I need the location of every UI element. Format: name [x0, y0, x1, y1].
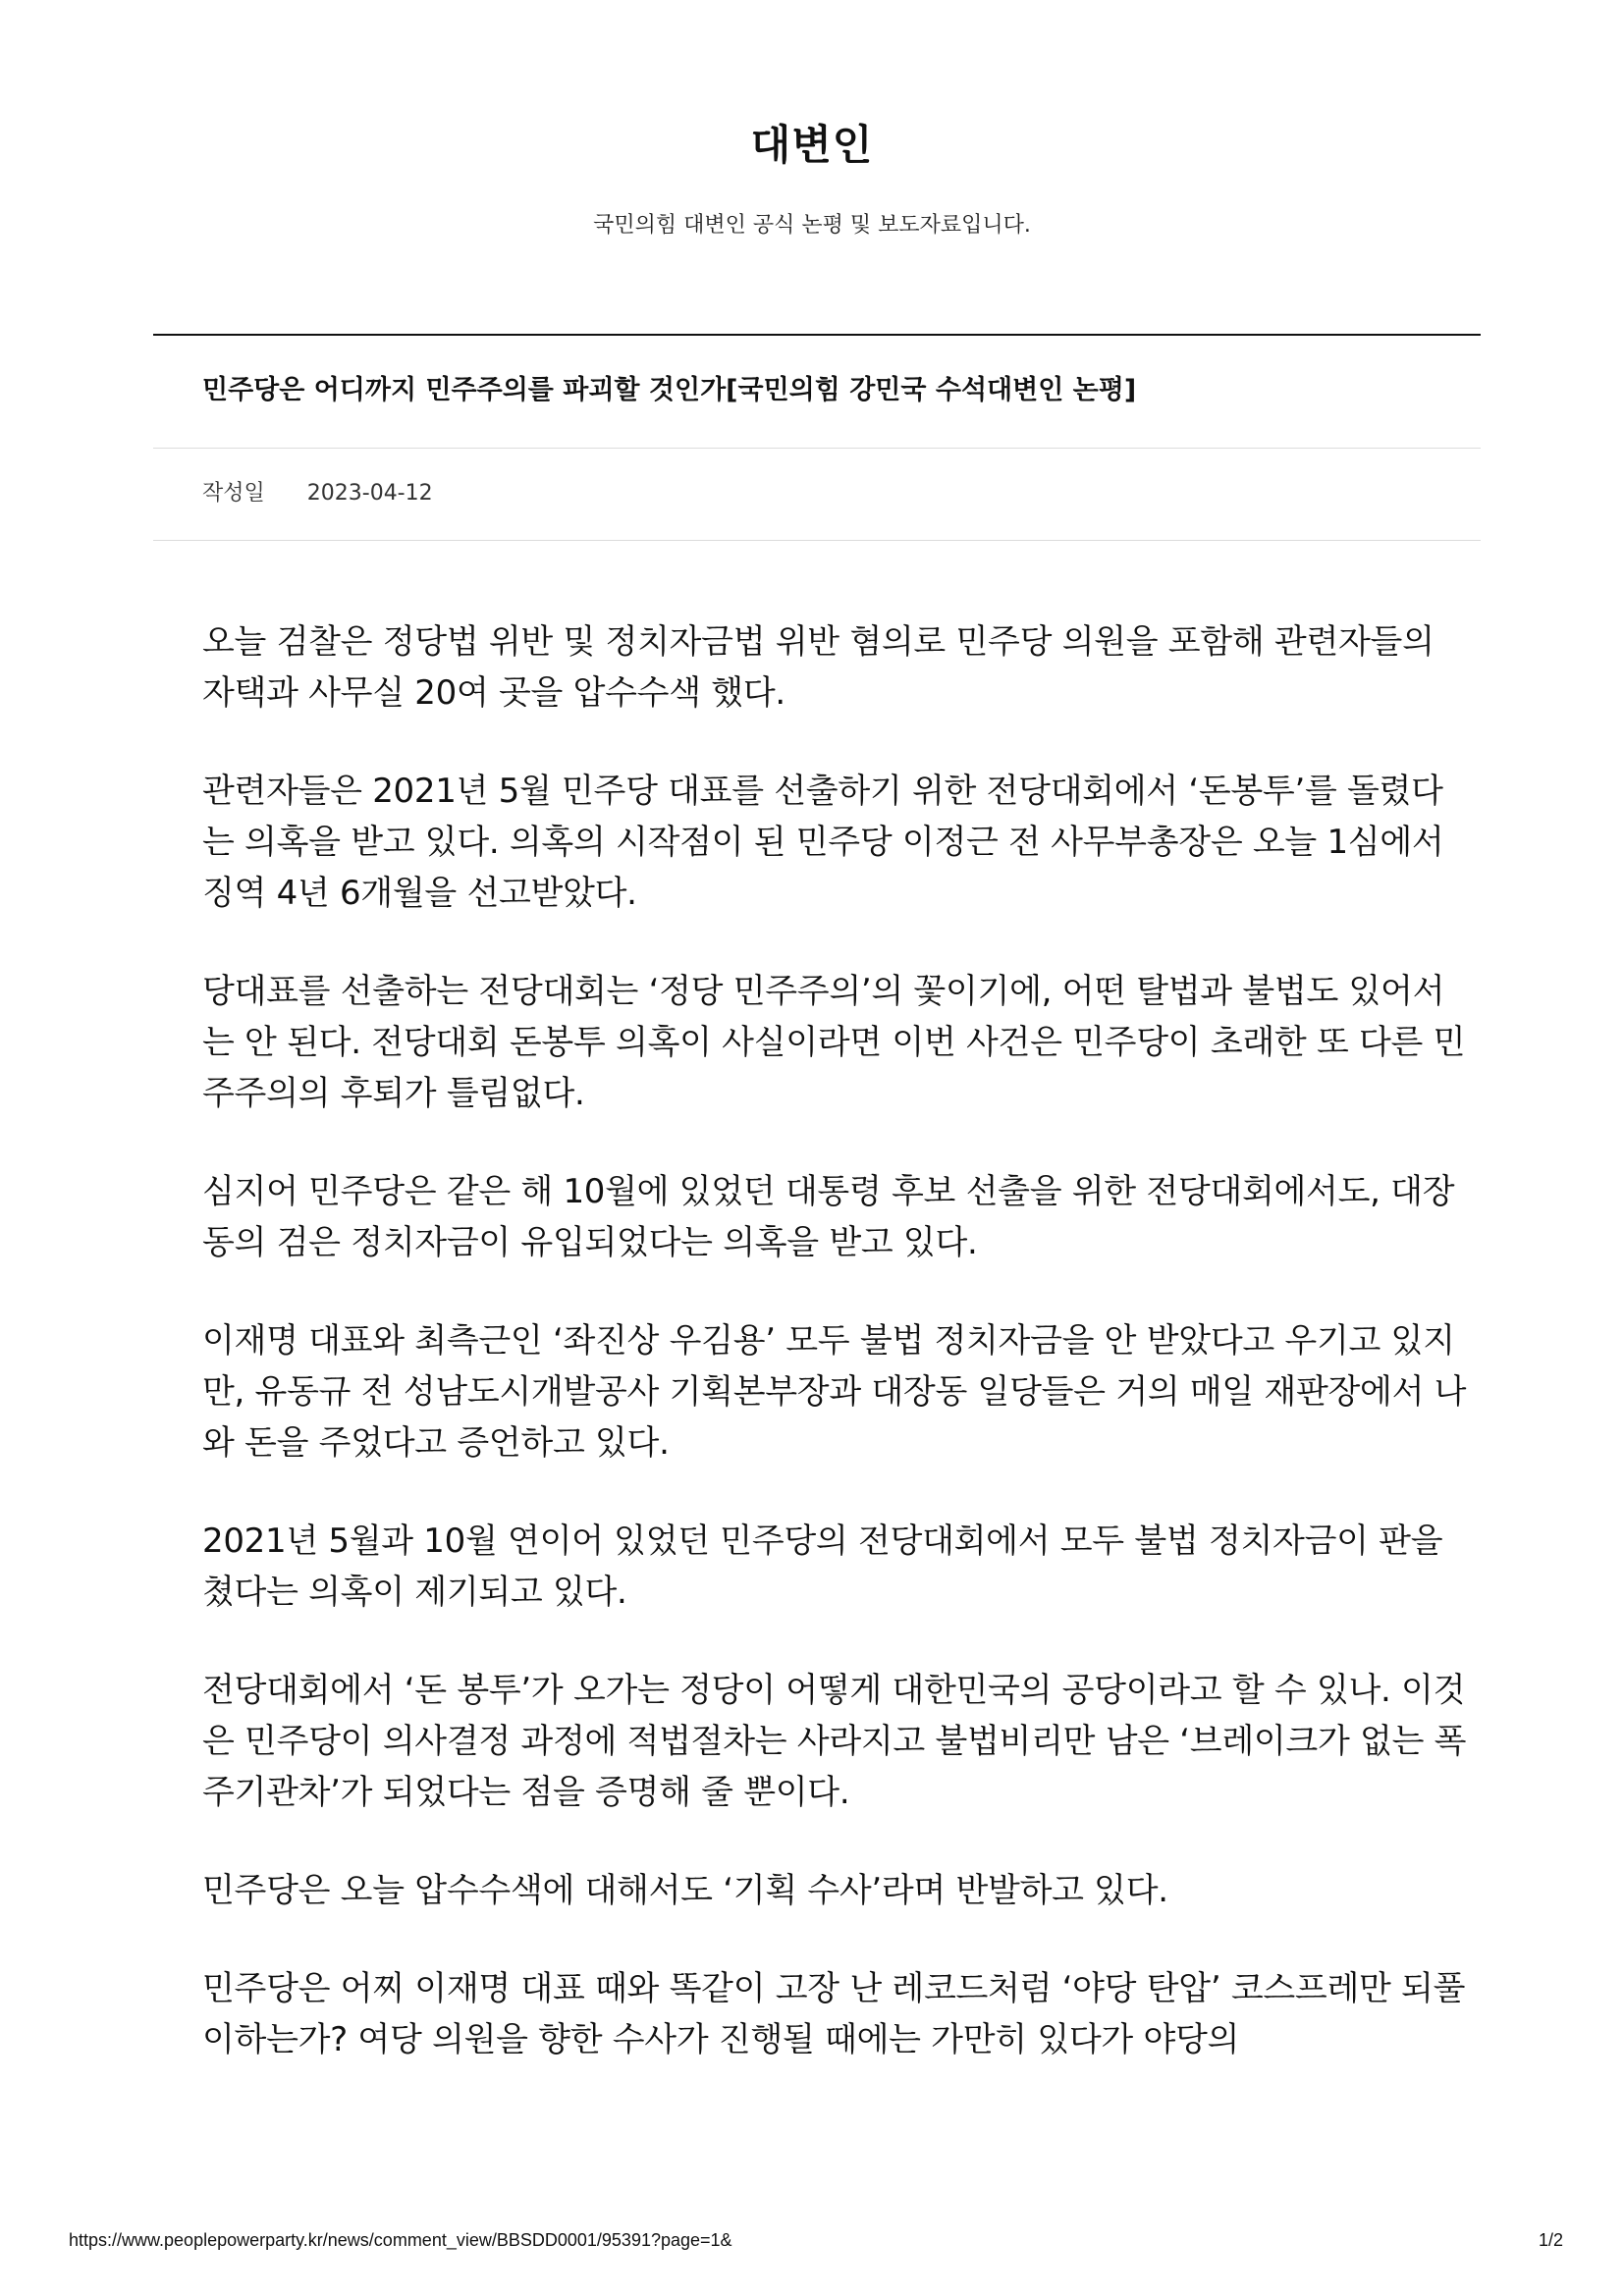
body-paragraph: 심지어 민주당은 같은 해 10월에 있었던 대통령 후보 선출을 위한 전당대회에서도, 대장동의 검은 정치자금이 유입되었다는 의혹을 받고 있다.	[202, 1172, 1455, 1262]
body-paragraph: 오늘 검찰은 정당법 위반 및 정치자금법 위반 혐의로 민주당 의원을 포함해 관련자들의 자택과 사무실 20여 곳을 압수수색 했다.	[202, 622, 1435, 713]
body-paragraph: 전당대회에서 ‘돈 봉투’가 오가는 정당이 어떻게 대한민국의 공당이라고 할 수 있나. 이것은 민주당이 의사결정 과정에 적법절차는 사라지고 불법비리만 남은 ‘브레이크가 없는 폭주기관차’가 되었다는 점을 증명해 줄 뿐이다.	[202, 1671, 1467, 1812]
article-body	[202, 616, 1469, 2112]
body-paragraph: 민주당은 어찌 이재명 대표 때와 똑같이 고장 난 레코드처럼 ‘야당 탄압’ 코스프레만 되풀이하는가? 여당 의원을 향한 수사가 진행될 때에는 가만히 있다가 야당의	[202, 1969, 1466, 2059]
body-paragraph: 관련자들은 2021년 5월 민주당 대표를 선출하기 위한 전당대회에서 ‘돈봉투’를 돌렸다는 의혹을 받고 있다. 의혹의 시작점이 된 민주당 이정근 전 사무부총장은 오늘 1심에서 징역 4년 6개월을 선고받았다.	[202, 772, 1444, 913]
footer-url: https://www.peoplepowerparty.kr/news/comment_view/BBSDD0001/95391?page=1&	[69, 2230, 732, 2250]
site-subtitle: 국민의힘 대변인 공식 논평 및 보도자료입니다.	[593, 213, 1031, 238]
page-number: 1/2	[1538, 2230, 1563, 2250]
meta-divider	[153, 540, 1481, 541]
body-paragraph: 이재명 대표와 최측근인 ‘좌진상 우김용’ 모두 불법 정치자금을 안 받았다고 우기고 있지만, 유동규 전 성남도시개발공사 기획본부장과 대장동 일당들은 거의 매일 재판장에서 나와 돈을 주었다고 증언하고 있다.	[202, 1321, 1467, 1463]
title-divider	[153, 448, 1481, 449]
header-divider	[153, 334, 1481, 336]
date-label: 작성일	[202, 481, 265, 506]
article-title: 민주당은 어디까지 민주주의를 파괴할 것인가[국민의힘 강민국 수석대변인 논평]	[202, 375, 1137, 405]
body-paragraph: 2021년 5월과 10월 연이어 있었던 민주당의 전당대회에서 모두 불법 정치자금이 판을 쳤다는 의혹이 제기되고 있다.	[202, 1522, 1443, 1612]
body-paragraph: 민주당은 오늘 압수수색에 대해서도 ‘기획 수사’라며 반발하고 있다.	[202, 1871, 1168, 1910]
body-paragraph: 당대표를 선출하는 전당대회는 ‘정당 민주주의’의 꽃이기에, 어떤 탈법과 불법도 있어서는 안 된다. 전당대회 돈봉투 의혹이 사실이라면 이번 사건은 민주당이 초래한 또 다른 민주주의의 후퇴가 틀림없다.	[202, 972, 1466, 1113]
article-date: 2023-04-12	[306, 481, 433, 506]
article-meta	[202, 477, 433, 510]
site-title: 대변인	[750, 121, 874, 169]
